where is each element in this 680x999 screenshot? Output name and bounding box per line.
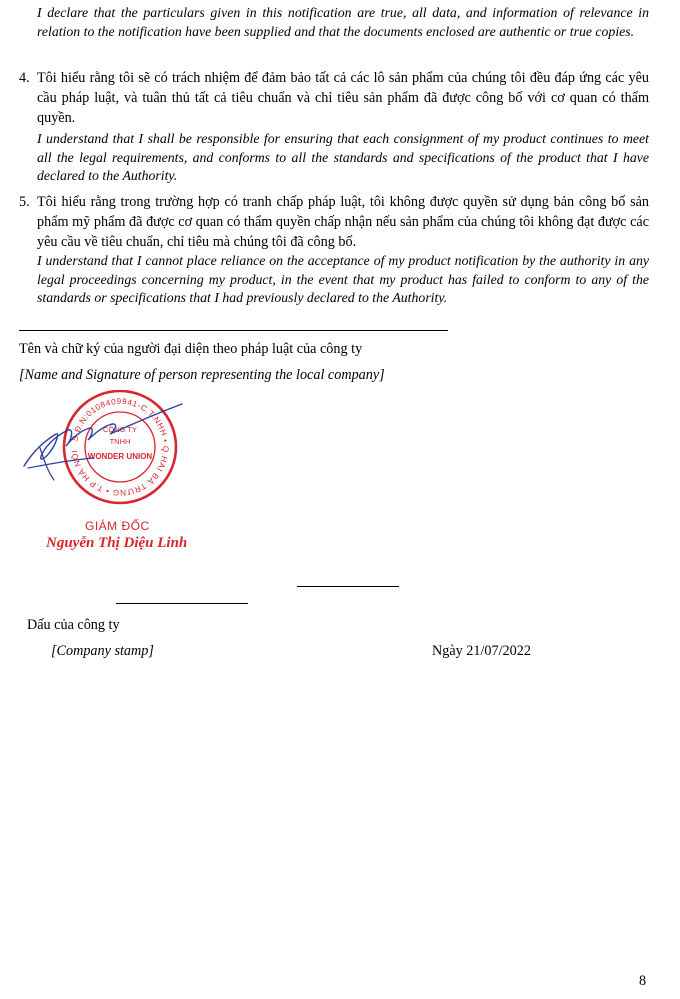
seal-graphic bbox=[20, 390, 190, 515]
date-line bbox=[297, 586, 399, 587]
stamp-line bbox=[116, 603, 248, 604]
company-stamp-label-en: [Company stamp] bbox=[51, 643, 154, 659]
item4-english: I understand that I shall be responsible for ensuring that each consignment of my product continues to meet all the legal requirements, and conforms to all the standards and specifications of the product that I have declared to the Authority. bbox=[37, 131, 649, 183]
item5-english: I understand that I cannot place reliance on the acceptance of my product notification by the authority in any legal proceedings concerning my product, in the event that my product has failed to conform to any of the standards or specifications that I had previously declared to the Authority. bbox=[37, 253, 649, 305]
company-seal bbox=[20, 390, 190, 515]
seal-line-2: TNHH bbox=[109, 437, 131, 446]
seal-line-3: WONDER UNION bbox=[87, 452, 153, 461]
signature-label-vi: Tên và chữ ký của người đại diện theo pháp luật của công ty bbox=[19, 341, 363, 357]
signer-title: GIÁM ĐỐC bbox=[85, 519, 150, 533]
page-number: 8 bbox=[639, 973, 647, 989]
item5-vietnamese: Tôi hiểu rằng trong trường hợp có tranh chấp pháp luật, tôi không được quyền sử dụng bản công bố sản phẩm mỹ phẩm đã được cơ quan có thẩm quyền chấp nhận nếu sản phẩm của chúng tôi không đạt được các yêu cầu về tiêu chuẩn, chỉ tiêu mà chúng tôi đã công bố. bbox=[37, 194, 649, 250]
signature-label-en: [Name and Signature of person representing the local company] bbox=[19, 367, 385, 383]
seal-ring-text: S.Đ.N:0108409941-C.T.NHH • Q.HAI BÀ TRƯNG • T.P HÀ NỘI bbox=[70, 396, 171, 498]
signature-line bbox=[19, 330, 448, 331]
item4-number: 4. bbox=[19, 70, 30, 86]
signer-name: Nguyễn Thị Diệu Linh bbox=[46, 535, 188, 551]
item5-number: 5. bbox=[19, 194, 30, 210]
company-stamp-label-vi: Dấu của công ty bbox=[27, 617, 120, 633]
item4-vietnamese: Tôi hiểu rằng tôi sẽ có trách nhiệm để đảm bảo tất cả các lô sản phẩm của chúng tôi đều đáp ứng các yêu cầu pháp luật, và tuân thủ tất cả tiêu chuẩn và chỉ tiêu sản phẩm đã được công bố với cơ quan có thẩm quyền. bbox=[37, 70, 649, 126]
item3-english: I declare that the particulars given in this notification are true, all data, and information of relevance in relation to the notification have been supplied and that the documents enclosed are authentic or true copies. bbox=[37, 5, 649, 39]
date: Ngày 21/07/2022 bbox=[432, 643, 531, 659]
seal-line-1: CÔNG TY bbox=[102, 425, 138, 434]
